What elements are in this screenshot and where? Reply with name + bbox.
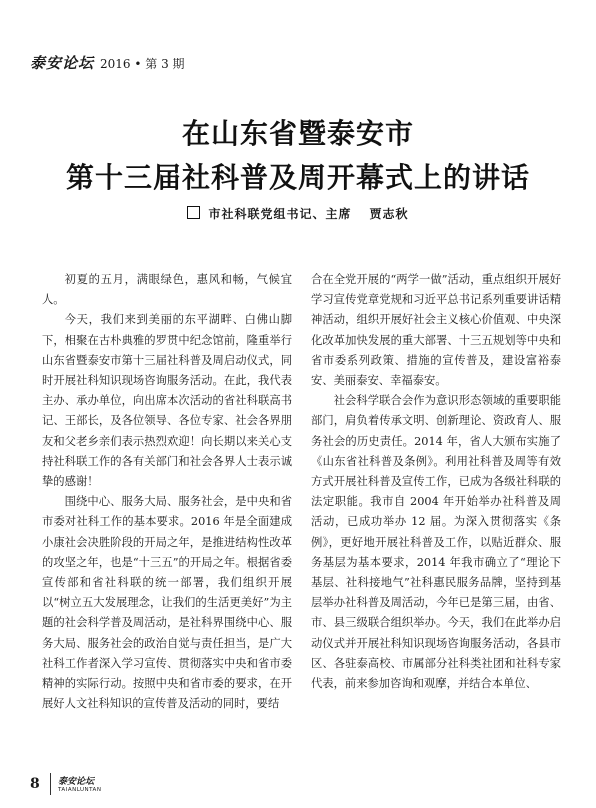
byline [0, 205, 596, 222]
body-column-right [311, 270, 561, 694]
paragraph: 合在全党开展的“两学一做”活动，重点组织开展好学习宣传党章党规和习近平总书记系列重要讲话精神活动，组织开展好社会主义核心价值观、中央深化改革加快发展的重大部署、十三五规划等中央和省市委系列政策、措施的宣传普及，建设富裕泰安、美丽泰安、幸福泰安。 [311, 273, 561, 388]
footer-journal-name: 泰安论坛 [58, 777, 95, 787]
page-number: 8 [30, 776, 40, 792]
author-name: 贾志秋 [369, 207, 409, 221]
issue-number: 2016 • 第 3 期 [100, 57, 185, 71]
article-title-line-2: 第十三届社科普及周开幕式上的讲话 [65, 161, 530, 194]
author-role: 市社科联党组书记、主席 [208, 207, 352, 221]
body-column-left [42, 270, 292, 714]
article-title-line-1: 在山东省暨泰安市 [181, 117, 414, 150]
journal-name: 泰安论坛 [30, 54, 95, 72]
journal-header [30, 52, 185, 73]
paragraph: 社会科学联合会作为意识形态领域的重要职能部门，肩负着传承文明、创新理论、资政育人、服务社会的历史责任。2014 年，省人大颁布实施了《山东省社科普及条例》。利用社科普及周等有效方式开展社科普及宣传工作，已成为各级社科联的法定职能。我市自 2004 年开始举办社科普及周活动，已成功举办 12 届。为深入贯彻落实《条例》，更好地开展社科普及工作，以贴近群众、服务基层为基本要求，2014 年我市确立了“理论下基层、社科接地气”社科惠民服务品牌，坚持到基层举办社科普及周活动，今年已是第三届，由省、市、县三级联合组织举办。今天，我们在此举办启动仪式并开展社科知识现场咨询服务活动，各县市区、各驻泰高校、市属部分社科类社团和社科专家代表，前来参加咨询和观摩，并结合本单位、 [311, 394, 561, 691]
paragraph: 围绕中心、服务大局、服务社会，是中央和省市委对社科工作的基本要求。2016 年是全面建成小康社会决胜阶段的开局之年，是推进结构性改革的攻坚之年，也是“十三五”的开局之年。根据省委宣传部和省社科联的统一部署，我们组织开展以“树立五大发展理念，让我们的生活更美好”为主题的社会科学普及周活动，是社科界围绕中心、服务大局、服务社会的政治自觉与责任担当，是广大社科工作者深入学习宣传、贯彻落实中央和省市委精神的实际行动。按照中央和省市委的要求，在开展好人文社科知识的宣传普及活动的同时，要结 [42, 495, 292, 711]
footer-journal-pinyin: TAIANLUNTAN [58, 787, 102, 793]
footer-divider [50, 773, 51, 795]
paragraph: 今天，我们来到美丽的东平湖畔、白佛山脚下，相聚在古朴典雅的罗贯中纪念馆前，隆重举行山东省暨泰安市第十三届社科普及周启动仪式，同时开展社科知识现场咨询服务活动。在此，我代表主办、承办单位，向出席本次活动的省社科联高书记、王部长，及各位领导、各位专家、社会各界朋友和父老乡亲们表示热烈欢迎！向长期以来关心支持社科联工作的各有关部门和社会各界人士表示诚挚的感谢！ [42, 313, 292, 489]
square-icon [187, 206, 200, 219]
paragraph: 初夏的五月，满眼绿色，惠风和畅，气候宜人。 [42, 273, 292, 307]
page-footer [0, 768, 596, 808]
